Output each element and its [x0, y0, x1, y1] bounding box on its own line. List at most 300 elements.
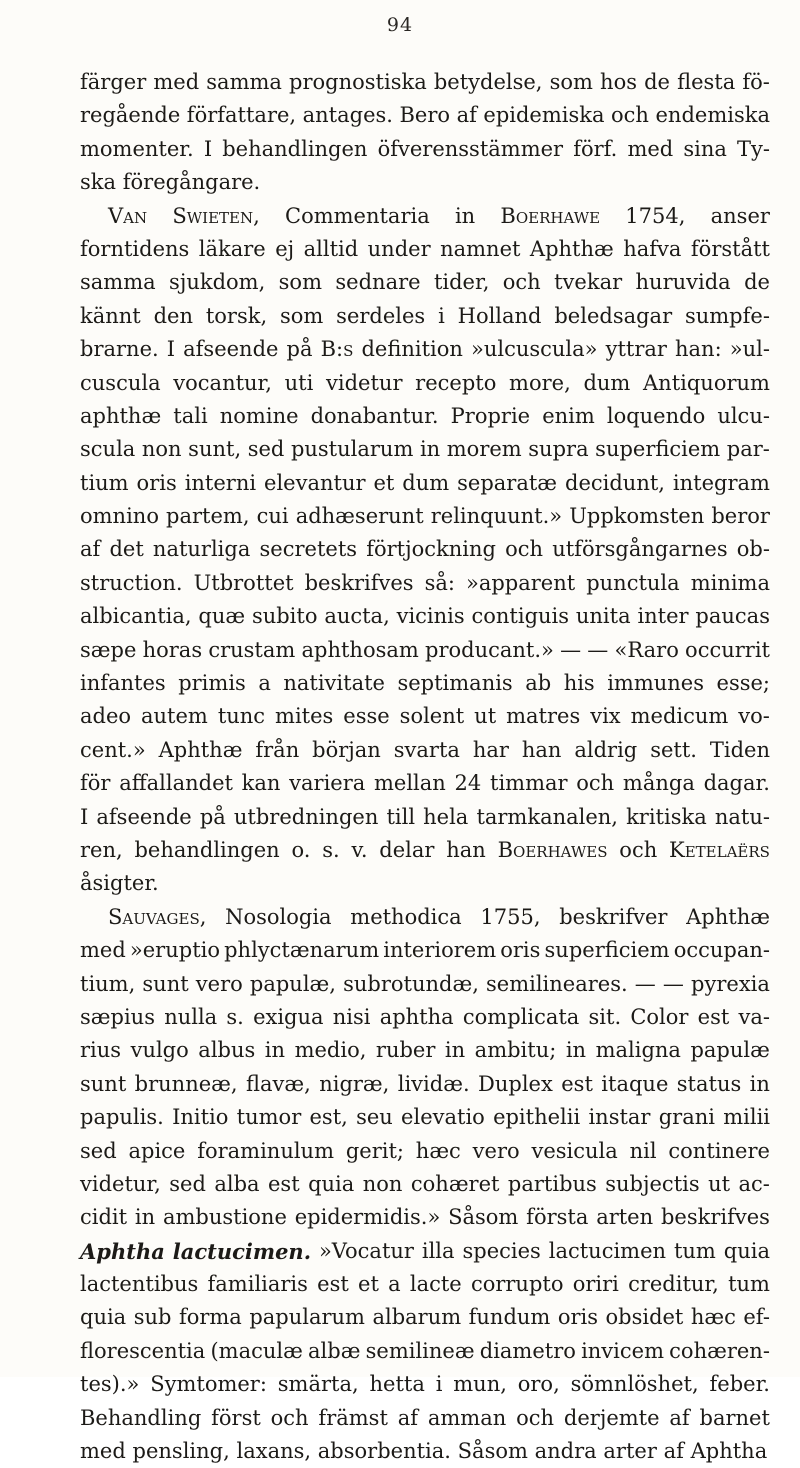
word: till	[386, 804, 416, 829]
word: epidermidis.»	[294, 1205, 441, 1230]
word: et	[373, 470, 395, 495]
word: partibus	[507, 1171, 597, 1196]
text-line	[80, 533, 770, 566]
word: sæpe	[80, 637, 137, 662]
text-line	[80, 1201, 770, 1234]
word: species	[462, 1238, 541, 1263]
word: endemiska	[655, 103, 770, 128]
word: Tiden	[709, 737, 770, 762]
word: sunt,	[188, 437, 242, 462]
word: uti	[284, 370, 314, 395]
word: de	[744, 270, 770, 295]
word: rius	[80, 1038, 122, 1063]
word: smärta,	[277, 1372, 359, 1397]
text-line	[80, 467, 770, 500]
word: beskrifver	[559, 904, 668, 929]
word: subrotundæ,	[343, 971, 479, 996]
word: början	[312, 737, 381, 762]
word: diametro	[479, 1338, 576, 1363]
word: aphthæ	[80, 403, 162, 428]
word: esse;	[716, 671, 770, 696]
word: tarmkanalen,	[476, 804, 618, 829]
word: va-	[738, 1004, 770, 1029]
word: minima	[690, 570, 770, 595]
word: donabantur.	[310, 403, 439, 428]
word: arten	[596, 1205, 654, 1230]
word: i	[438, 303, 445, 328]
word: quia	[723, 1238, 770, 1263]
word: ruber	[375, 1038, 436, 1063]
word: »Vocatur	[318, 1238, 414, 1263]
word: supra	[528, 437, 589, 462]
word: apice	[128, 1138, 186, 1163]
word: Aphthæ	[158, 737, 243, 762]
word: papulæ	[690, 1038, 770, 1063]
word: nisi	[332, 1004, 371, 1029]
word: ulcu-	[717, 403, 770, 428]
word: methodica	[350, 904, 462, 929]
word: oris	[136, 470, 177, 495]
word: ut	[474, 704, 497, 729]
word: oro,	[517, 1372, 560, 1397]
word: immunes	[607, 671, 705, 696]
word: har	[472, 737, 509, 762]
word: läkare	[198, 236, 266, 261]
word: det	[109, 537, 144, 562]
word: sed	[80, 1138, 117, 1163]
word: more,	[509, 370, 571, 395]
text-line	[80, 734, 770, 767]
word: beskrifves	[660, 1205, 770, 1230]
body-text	[80, 66, 770, 1468]
word: non	[141, 437, 182, 462]
word: B:s	[320, 337, 354, 362]
word: invicem	[581, 1338, 664, 1363]
word: under	[367, 236, 431, 261]
word: sina	[683, 136, 727, 161]
word: dum	[402, 470, 450, 495]
word: hela	[423, 804, 469, 829]
word: af	[397, 1405, 419, 1430]
word: Duplex	[478, 1071, 553, 1096]
word: «Raro	[614, 637, 679, 662]
word: Uppkomsten	[569, 504, 705, 529]
text-line	[80, 600, 770, 633]
word: Boerhawes	[497, 837, 608, 862]
word: han	[446, 837, 486, 862]
word: familiaris	[207, 1272, 308, 1297]
word: och	[505, 537, 544, 562]
word: Bero	[399, 103, 451, 128]
word: scula	[80, 437, 136, 462]
word: s.	[226, 1004, 244, 1029]
text-line	[80, 1335, 770, 1368]
text-line	[80, 1135, 770, 1168]
word: obsidet	[605, 1305, 684, 1330]
text-line	[80, 767, 770, 800]
word: med	[80, 1439, 126, 1464]
word: för	[80, 771, 111, 796]
word: »ulcuscula»	[470, 337, 598, 362]
word: continere	[668, 1138, 770, 1163]
word: samma	[206, 70, 282, 94]
word: in	[264, 1038, 286, 1063]
word: nomine	[219, 403, 299, 428]
word: serdeles	[336, 303, 426, 328]
word: Initio	[172, 1105, 229, 1130]
text-line	[80, 901, 770, 934]
word: författare,	[186, 103, 297, 128]
word: och	[502, 270, 541, 295]
word: Såsom	[457, 1439, 528, 1464]
word: in	[134, 1205, 156, 1230]
word: sed	[247, 437, 285, 462]
word: förf.	[573, 136, 618, 161]
word: lividæ.	[397, 1071, 470, 1096]
word: aphthosam	[301, 637, 419, 662]
word: integram	[672, 470, 770, 495]
word: —	[587, 637, 609, 662]
word: autem	[141, 704, 208, 729]
word: de	[644, 70, 670, 94]
word: cui	[256, 504, 289, 529]
word: torsk,	[205, 303, 268, 328]
word: loquendo	[606, 403, 706, 428]
word: sunt	[142, 971, 189, 996]
word: behandlingen	[134, 837, 280, 862]
word: ambustione	[162, 1205, 287, 1230]
word: adeo	[80, 704, 132, 729]
word: interiorem	[383, 938, 497, 963]
word: från	[255, 737, 300, 762]
word: Aphtha	[80, 1238, 165, 1264]
word: his	[563, 671, 595, 696]
text-line	[80, 1368, 770, 1401]
word: infantes	[80, 671, 166, 696]
word: Antiquorum	[643, 370, 770, 395]
word: vero	[472, 1138, 520, 1163]
text-line	[80, 567, 770, 600]
word: Color	[630, 1004, 689, 1029]
page-number: 94	[386, 14, 414, 36]
text-line	[80, 634, 770, 667]
word: aucta,	[324, 604, 390, 629]
text-line	[80, 1235, 770, 1268]
word: absorbentia.	[317, 1439, 451, 1464]
word: antages.	[302, 103, 393, 128]
word: af	[456, 103, 477, 128]
word: quia	[80, 1305, 127, 1330]
word: grani	[658, 1105, 715, 1130]
word: hafva	[623, 236, 682, 261]
word: alltid	[303, 236, 359, 261]
word: sub	[133, 1305, 172, 1330]
word: 24	[454, 771, 482, 796]
word: anser	[710, 203, 770, 228]
word: med	[153, 70, 200, 94]
word: relinquunt.»	[430, 504, 563, 529]
word: svarta	[393, 737, 460, 762]
word: foraminulum	[197, 1138, 334, 1163]
text-line	[80, 200, 770, 233]
word: in	[419, 437, 441, 462]
word: färger	[80, 70, 147, 94]
word: secretets	[259, 537, 358, 562]
word: subito	[251, 604, 318, 629]
word: naturliga	[152, 537, 251, 562]
word: beror	[711, 504, 770, 529]
word: nativitate	[283, 671, 385, 696]
word: maligna	[595, 1038, 681, 1063]
word: cent.»	[80, 737, 146, 762]
word: tunc	[217, 704, 266, 729]
word: sunt	[80, 1071, 127, 1096]
word: på	[286, 337, 313, 362]
word: elevantur	[264, 470, 366, 495]
word: Såsom	[448, 1205, 519, 1230]
text-line	[80, 867, 770, 900]
word: samma	[80, 270, 156, 295]
word: af	[663, 1439, 684, 1464]
word: behandlingen	[222, 136, 368, 161]
text-line	[80, 1068, 770, 1101]
word: esse	[343, 704, 390, 729]
word: Proprie	[450, 403, 531, 428]
word: in	[749, 1071, 770, 1096]
word: lactucimen	[548, 1238, 667, 1263]
text-line	[80, 66, 770, 99]
word: quia	[308, 1171, 355, 1196]
word: hetta	[369, 1372, 425, 1397]
word: epidemiska	[483, 103, 605, 128]
word: med	[627, 136, 674, 161]
word: ob-	[736, 537, 770, 562]
word: kritiska	[626, 804, 707, 829]
text-line	[80, 1301, 770, 1334]
text-line	[80, 667, 770, 700]
word: lactentibus	[80, 1272, 199, 1297]
word: dum	[583, 370, 631, 395]
word: tumor	[236, 1105, 302, 1130]
word: dagar.	[703, 771, 770, 796]
word: s.	[322, 837, 340, 862]
word: adhæserunt	[295, 504, 424, 529]
word: Aphthæ	[686, 904, 770, 929]
word: videtur,	[80, 1171, 161, 1196]
word: amman	[427, 1405, 507, 1430]
word: momenter.	[80, 136, 194, 161]
word: som	[549, 70, 593, 94]
word: nigræ,	[319, 1071, 390, 1096]
word: vix	[590, 704, 621, 729]
word: o.	[291, 837, 311, 862]
word: —	[634, 971, 656, 996]
word: Swieten,	[172, 203, 260, 228]
word: corrupto	[470, 1272, 564, 1297]
word: forntidens	[80, 236, 190, 261]
word: sed	[169, 1171, 206, 1196]
word: 1754,	[625, 203, 686, 228]
word: med	[80, 938, 126, 963]
text-line	[80, 1402, 770, 1435]
word: contiguis	[471, 604, 570, 629]
word: variera	[289, 771, 366, 796]
word: elevatio	[401, 1105, 485, 1130]
word: partem,	[166, 504, 250, 529]
word: afseende	[183, 337, 279, 362]
word: feber.	[709, 1372, 770, 1397]
word: florescentia	[80, 1338, 206, 1363]
word: albæ	[308, 1338, 361, 1363]
word: albarum	[372, 1305, 462, 1330]
word: sit.	[588, 1004, 622, 1029]
word: han:	[675, 337, 722, 362]
word: ef-	[743, 1305, 770, 1330]
word: decidunt,	[565, 470, 665, 495]
word: föregångare.	[122, 170, 261, 195]
word: så:	[424, 570, 455, 595]
word: arter	[603, 1439, 657, 1464]
text-line	[80, 300, 770, 333]
word: ambitu;	[474, 1038, 557, 1063]
word: est	[697, 1004, 730, 1029]
word: in	[454, 203, 476, 228]
word: vulgo	[130, 1038, 189, 1063]
word: sömnlöshet,	[570, 1372, 699, 1397]
word: natu-	[714, 804, 770, 829]
text-line	[80, 1268, 770, 1301]
word: pyrexia	[691, 971, 770, 996]
text-line	[80, 1101, 770, 1134]
word: vesicula	[531, 1138, 618, 1163]
word: alba	[214, 1171, 260, 1196]
word: tider,	[433, 270, 490, 295]
word: a	[388, 1272, 401, 1297]
text-line	[80, 333, 770, 366]
word: v.	[351, 837, 368, 862]
word: sjukdom,	[169, 270, 266, 295]
word: est	[317, 1272, 349, 1297]
word: andra	[534, 1439, 597, 1464]
word: brarne.	[80, 337, 159, 362]
word: semilineæ	[365, 1338, 475, 1363]
text-line	[80, 400, 770, 433]
word: öfverensstämmer	[377, 136, 564, 161]
word: regående	[80, 103, 181, 128]
word: hæc	[415, 1138, 461, 1163]
word: in	[444, 1038, 466, 1063]
word: separatæ	[457, 470, 558, 495]
word: a	[258, 671, 271, 696]
word: occupan-	[673, 938, 770, 963]
word: »apparent	[465, 570, 576, 595]
word: namnet	[440, 236, 521, 261]
word: epithelii	[493, 1105, 581, 1130]
text-line	[80, 1034, 770, 1067]
word: först	[211, 1405, 261, 1430]
word: (maculæ	[210, 1338, 303, 1363]
word: vero	[195, 971, 243, 996]
word: itaque	[601, 1071, 669, 1096]
word: beskrifves	[304, 570, 414, 595]
word: ut	[708, 1171, 731, 1196]
word: ac-	[738, 1171, 770, 1196]
word: cuscula	[80, 370, 161, 395]
word: solent	[399, 704, 465, 729]
word: phlyctænarum	[224, 938, 380, 963]
word: i	[435, 1372, 443, 1397]
word: I	[203, 136, 213, 161]
word: Behandling	[80, 1405, 202, 1430]
word: han	[521, 737, 562, 762]
word: crustam	[208, 637, 296, 662]
word: superficiem	[544, 938, 670, 963]
word: huruvida	[635, 270, 731, 295]
word: papulæ,	[249, 971, 336, 996]
word: quæ	[198, 604, 246, 629]
word: flesta	[677, 70, 736, 94]
word: septimanis	[397, 671, 513, 696]
word: affallandet	[119, 771, 233, 796]
text-line	[80, 1168, 770, 1201]
word: och	[576, 771, 615, 796]
word: interni	[184, 470, 257, 495]
word: creditur,	[628, 1272, 719, 1297]
word: Sauvages,	[108, 904, 207, 929]
word: 1755,	[480, 904, 541, 929]
word: många	[622, 771, 695, 796]
word: tium	[80, 470, 129, 495]
word: den	[153, 303, 193, 328]
word: oriri	[572, 1272, 619, 1297]
word: par-	[726, 437, 770, 462]
word: betydelse,	[433, 70, 543, 94]
text-line	[80, 367, 770, 400]
word: tvekar	[554, 270, 623, 295]
word: tali	[173, 403, 208, 428]
word: tum	[728, 1272, 770, 1297]
word: instar	[588, 1105, 651, 1130]
word: nulla	[164, 1004, 218, 1029]
text-line	[80, 801, 770, 834]
word: medio,	[294, 1038, 367, 1063]
word: sumpfe-	[684, 303, 770, 328]
word: Boerhawe	[500, 203, 601, 228]
word: afseende	[96, 804, 192, 829]
word: Commentaria	[285, 203, 430, 228]
text-line	[80, 834, 770, 867]
word: pustularum	[290, 437, 414, 462]
word: albus	[198, 1038, 256, 1063]
word: aldrig	[574, 737, 638, 762]
word: struction.	[80, 570, 183, 595]
word: et	[358, 1272, 379, 1297]
word: aphtha	[379, 1004, 454, 1029]
word: matres	[506, 704, 581, 729]
word: utbredningen	[233, 804, 379, 829]
word: tum	[673, 1238, 716, 1263]
word: på	[199, 804, 226, 829]
word: illa	[421, 1238, 455, 1263]
word: mellan	[374, 771, 446, 796]
word: barnet	[699, 1405, 770, 1430]
word: exigua	[253, 1004, 324, 1029]
word: forma	[178, 1305, 242, 1330]
word: milii	[723, 1105, 770, 1130]
word: tium,	[80, 971, 136, 996]
word: brunneæ,	[134, 1071, 238, 1096]
word: Aphtha	[690, 1439, 768, 1464]
